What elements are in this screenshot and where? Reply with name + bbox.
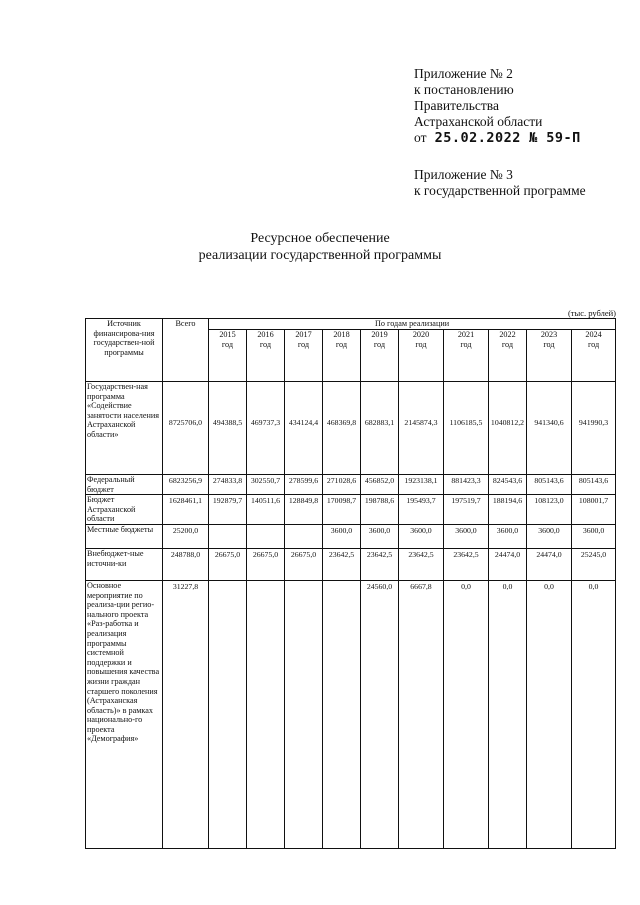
row-total-cell: 248788,0 <box>163 548 209 580</box>
row-total-cell: 1628461,1 <box>163 495 209 525</box>
row-year-value-cell: 26675,0 <box>209 548 247 580</box>
row-year-value-cell: 192879,7 <box>209 495 247 525</box>
year-value: 2017 <box>295 330 312 339</box>
year-value: 2019 <box>371 330 388 339</box>
row-total-cell: 6823256,9 <box>163 475 209 495</box>
row-year-value-cell: 456852,0 <box>361 475 399 495</box>
row-year-value-cell: 108123,0 <box>527 495 572 525</box>
year-suffix: год <box>297 339 310 349</box>
year-suffix: год <box>373 339 386 349</box>
row-year-value-cell <box>285 580 323 848</box>
appendix-line: Приложение № 2 <box>414 66 513 81</box>
row-year-value-cell <box>323 580 361 848</box>
row-year-value-cell: 271028,6 <box>323 475 361 495</box>
year-value: 2018 <box>333 330 350 339</box>
row-year-value-cell: 824543,6 <box>489 475 527 495</box>
title-line-1: Ресурсное обеспечение <box>250 231 390 246</box>
column-header-years-group: По годам реализации <box>209 319 616 330</box>
column-header-year <box>489 330 527 382</box>
row-year-value-cell: 23642,5 <box>361 548 399 580</box>
row-year-value-cell: 941340,6 <box>527 382 572 475</box>
table-row <box>86 580 616 848</box>
row-year-value-cell: 23642,5 <box>399 548 444 580</box>
row-year-value-cell: 881423,3 <box>444 475 489 495</box>
row-year-value-cell: 302550,7 <box>247 475 285 495</box>
row-year-value-cell: 195493,7 <box>399 495 444 525</box>
row-year-value-cell <box>209 524 247 548</box>
row-year-value-cell: 278599,6 <box>285 475 323 495</box>
row-year-value-cell: 0,0 <box>444 580 489 848</box>
row-source-cell: Государствен-ная программа «Содействие занятости населения Астраханской области» <box>86 382 163 475</box>
row-year-value-cell: 3600,0 <box>361 524 399 548</box>
row-year-value-cell: 24474,0 <box>527 548 572 580</box>
row-year-value-cell: 3600,0 <box>572 524 616 548</box>
column-header-year <box>399 330 444 382</box>
row-year-value-cell: 23642,5 <box>323 548 361 580</box>
row-year-value-cell: 170098,7 <box>323 495 361 525</box>
year-value: 2024 <box>585 330 602 339</box>
row-year-value-cell: 188194,6 <box>489 495 527 525</box>
row-year-value-cell <box>247 524 285 548</box>
date-prefix: от <box>414 130 427 145</box>
row-year-value-cell: 23642,5 <box>444 548 489 580</box>
row-year-value-cell <box>285 524 323 548</box>
column-header-year <box>209 330 247 382</box>
row-total-cell: 8725706,0 <box>163 382 209 475</box>
row-year-value-cell: 3600,0 <box>444 524 489 548</box>
row-year-value-cell: 0,0 <box>527 580 572 848</box>
resolution-date-line <box>414 130 629 146</box>
row-year-value-cell: 805143,6 <box>527 475 572 495</box>
row-year-value-cell: 469737,3 <box>247 382 285 475</box>
row-year-value-cell: 494388,5 <box>209 382 247 475</box>
row-year-value-cell: 434124,4 <box>285 382 323 475</box>
year-value: 2021 <box>457 330 475 339</box>
year-suffix: год <box>543 339 555 349</box>
appendix-line: к государственной программе <box>414 183 586 198</box>
column-header-year <box>444 330 489 382</box>
appendix-line: Правительства <box>414 98 499 113</box>
row-year-value-cell: 3600,0 <box>399 524 444 548</box>
year-suffix: год <box>259 339 272 349</box>
column-header-year <box>247 330 285 382</box>
title-line-2: реализации государственной программы <box>198 248 442 263</box>
row-year-value-cell: 108001,7 <box>572 495 616 525</box>
row-year-value-cell: 1106185,5 <box>444 382 489 475</box>
row-year-value-cell: 198788,6 <box>361 495 399 525</box>
column-header-total: Всего <box>163 319 209 382</box>
row-year-value-cell: 682883,1 <box>361 382 399 475</box>
row-year-value-cell: 0,0 <box>489 580 527 848</box>
appendix-line: к постановлению <box>414 82 514 97</box>
row-year-value-cell: 1923138,1 <box>399 475 444 495</box>
row-year-value-cell: 2145874,3 <box>399 382 444 475</box>
table-row <box>86 495 616 525</box>
year-value: 2022 <box>499 330 516 339</box>
year-suffix: год <box>335 339 348 349</box>
row-year-value-cell: 3600,0 <box>489 524 527 548</box>
row-year-value-cell: 468369,8 <box>323 382 361 475</box>
row-year-value-cell: 140511,6 <box>247 495 285 525</box>
row-source-cell: Основное мероприятие по реализа-ции регио-нального проекта «Раз-работка и реализация программы системной поддержки и повышения качества жизни граждан старшего поколения (Астраханская область)» в рамках национально-го проекта «Демография» <box>86 580 163 848</box>
row-year-value-cell: 0,0 <box>572 580 616 848</box>
year-value: 2020 <box>412 330 430 339</box>
row-year-value-cell: 24560,0 <box>361 580 399 848</box>
row-year-value-cell: 274833,8 <box>209 475 247 495</box>
column-header-year <box>572 330 616 382</box>
year-suffix: год <box>460 339 472 349</box>
row-year-value-cell <box>247 580 285 848</box>
row-source-cell: Местные бюджеты <box>86 524 163 548</box>
row-year-value-cell: 25245,0 <box>572 548 616 580</box>
column-header-source: Источник финансирова-ния государствен-ной программы <box>86 319 163 382</box>
row-source-cell: Федеральный бюджет <box>86 475 163 495</box>
row-year-value-cell: 26675,0 <box>247 548 285 580</box>
page-title <box>0 230 640 264</box>
table-row <box>86 524 616 548</box>
row-year-value-cell <box>209 580 247 848</box>
column-header-year <box>323 330 361 382</box>
year-suffix: год <box>501 339 514 349</box>
row-total-cell: 25200,0 <box>163 524 209 548</box>
row-source-cell: Бюджет Астраханской области <box>86 495 163 525</box>
row-year-value-cell: 805143,6 <box>572 475 616 495</box>
row-year-value-cell: 941990,3 <box>572 382 616 475</box>
appendix-line: Приложение № 3 <box>414 167 513 182</box>
table-row <box>86 475 616 495</box>
funding-table <box>85 318 616 849</box>
year-suffix: год <box>221 339 234 349</box>
column-header-year <box>285 330 323 382</box>
table-row <box>86 548 616 580</box>
appendix-line: Астраханской области <box>414 114 543 129</box>
row-year-value-cell: 24474,0 <box>489 548 527 580</box>
row-year-value-cell: 3600,0 <box>323 524 361 548</box>
row-year-value-cell: 6667,8 <box>399 580 444 848</box>
units-note: (тыс. рублей) <box>567 308 616 318</box>
row-year-value-cell: 3600,0 <box>527 524 572 548</box>
row-source-cell: Внебюджет-ные источни-ки <box>86 548 163 580</box>
row-year-value-cell: 1040812,2 <box>489 382 527 475</box>
year-value: 2016 <box>257 330 274 339</box>
year-value: 2015 <box>219 330 236 339</box>
row-year-value-cell: 197519,7 <box>444 495 489 525</box>
resolution-number: № 59-П <box>529 130 581 146</box>
row-year-value-cell: 128849,8 <box>285 495 323 525</box>
row-total-cell: 31227,8 <box>163 580 209 848</box>
appendix-header <box>414 66 629 199</box>
year-suffix: год <box>415 339 427 349</box>
year-suffix: год <box>587 339 600 349</box>
row-year-value-cell: 26675,0 <box>285 548 323 580</box>
column-header-year <box>527 330 572 382</box>
column-header-year <box>361 330 399 382</box>
table-row <box>86 382 616 475</box>
resolution-date: 25.02.2022 <box>434 130 521 146</box>
year-value: 2023 <box>540 330 558 339</box>
